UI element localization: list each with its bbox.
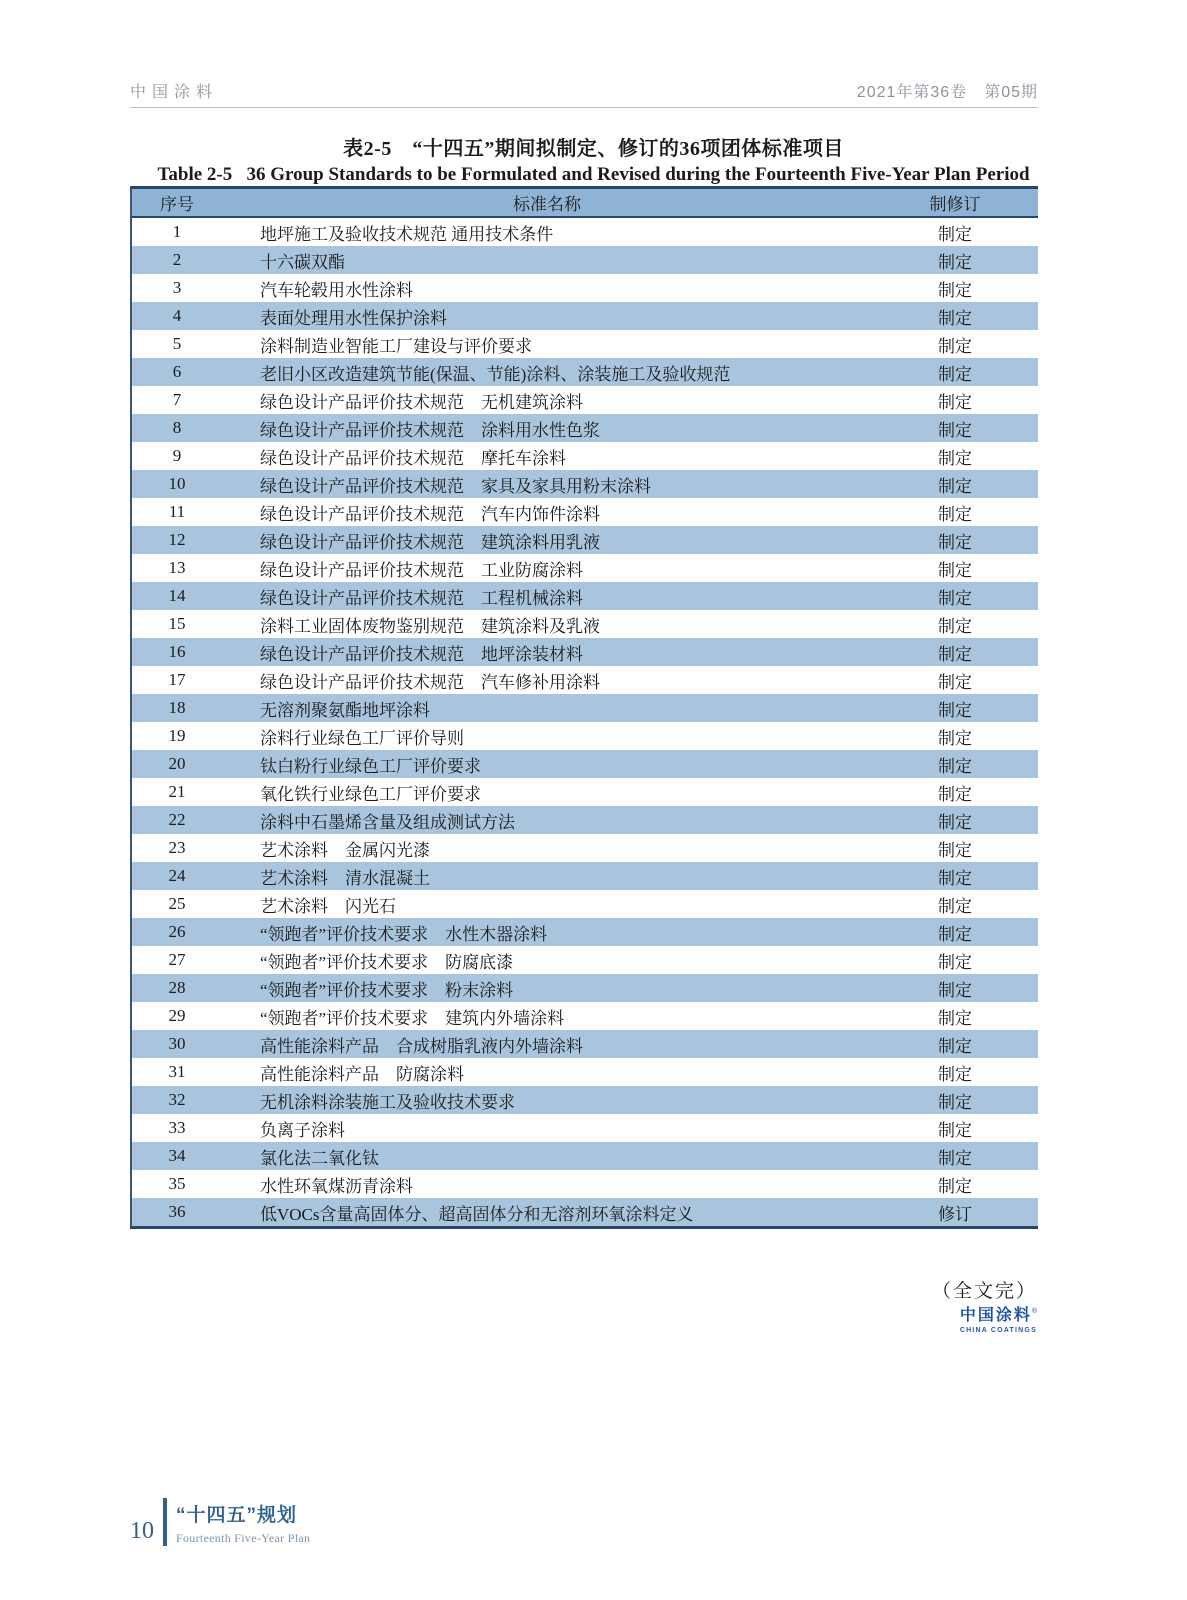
standard-name: 艺术涂料 闪光石 <box>260 896 396 916</box>
row-number: 31 <box>168 1062 186 1081</box>
table-row <box>132 862 1038 890</box>
revision-type: 制定 <box>938 476 972 496</box>
revision-type: 制定 <box>938 756 972 776</box>
table-title-zh: 表2-5 “十四五”期间拟制定、修订的36项团体标准项目 <box>343 138 844 160</box>
footer-divider-bar <box>163 1498 167 1546</box>
row-number: 34 <box>168 1146 186 1165</box>
row-number: 6 <box>172 362 182 381</box>
standard-name: 绿色设计产品评价技术规范 无机建筑涂料 <box>260 392 583 412</box>
row-number: 19 <box>168 726 186 745</box>
journal-brand: 中国涂料 <box>130 84 219 101</box>
row-number: 27 <box>168 950 186 969</box>
table-row <box>132 806 1038 834</box>
standard-name: 涂料工业固体废物鉴别规范 建筑涂料及乳液 <box>260 616 600 636</box>
footer-section <box>176 1498 310 1546</box>
table-row <box>132 750 1038 778</box>
china-coatings-logo <box>960 1308 1037 1334</box>
row-number: 24 <box>168 866 186 885</box>
revision-type: 制定 <box>938 1036 972 1056</box>
revision-type: 制定 <box>938 448 972 468</box>
logo-en: CHINA COATINGS <box>959 1327 1037 1334</box>
standard-name: 无溶剂聚氨酯地坪涂料 <box>260 700 430 720</box>
table-header-row <box>132 189 1038 218</box>
row-number: 18 <box>168 698 186 717</box>
table-row <box>132 1170 1038 1198</box>
revision-type: 制定 <box>938 588 972 608</box>
revision-type: 制定 <box>938 252 972 272</box>
table-row <box>132 918 1038 946</box>
table-row <box>132 666 1038 694</box>
revision-type: 制定 <box>938 700 972 720</box>
standard-name: 高性能涂料产品 合成树脂乳液内外墙涂料 <box>260 1036 583 1056</box>
table-row <box>132 526 1038 554</box>
table-row <box>132 330 1038 358</box>
standard-name: 艺术涂料 清水混凝土 <box>260 868 430 888</box>
standard-name: “领跑者”评价技术要求 建筑内外墙涂料 <box>260 1008 565 1028</box>
standard-name: 绿色设计产品评价技术规范 涂料用水性色浆 <box>260 420 600 440</box>
standard-name: 艺术涂料 金属闪光漆 <box>260 840 430 860</box>
revision-type: 制定 <box>938 420 972 440</box>
revision-type: 制定 <box>938 672 972 692</box>
standard-name: 氯化法二氧化钛 <box>260 1148 379 1168</box>
issue-info: 2021年第36卷 第05期 <box>856 84 1038 101</box>
table-row <box>132 974 1038 1002</box>
standard-name: 绿色设计产品评价技术规范 汽车内饰件涂料 <box>260 504 600 524</box>
standard-name: 无机涂料涂装施工及验收技术要求 <box>260 1092 515 1112</box>
row-number: 23 <box>168 838 186 857</box>
table-title-en: Table 2-5 36 Group Standards to be Formulated and Revised during the Fourteenth Five-Year Plan Period <box>157 164 1030 185</box>
table-row <box>132 834 1038 862</box>
standard-name: 绿色设计产品评价技术规范 摩托车涂料 <box>260 448 566 468</box>
footer-section-en: Fourteenth Five-Year Plan <box>176 1531 311 1545</box>
revision-type: 制定 <box>938 1092 972 1112</box>
revision-type: 制定 <box>938 896 972 916</box>
table-row <box>132 638 1038 666</box>
standard-name: 十六碳双酯 <box>260 252 345 272</box>
revision-type: 制定 <box>938 868 972 888</box>
row-number: 1 <box>172 222 182 241</box>
revision-type: 制定 <box>938 1176 972 1196</box>
standard-name: 水性环氧煤沥青涂料 <box>260 1176 413 1196</box>
revision-type: 制定 <box>938 364 972 384</box>
standard-name: 钛白粉行业绿色工厂评价要求 <box>260 756 481 776</box>
standard-name: 涂料中石墨烯含量及组成测试方法 <box>260 812 515 832</box>
revision-type: 制定 <box>938 392 972 412</box>
standard-name: “领跑者”评价技术要求 粉末涂料 <box>260 980 514 1000</box>
revision-type: 制定 <box>938 308 972 328</box>
standard-name: 高性能涂料产品 防腐涂料 <box>260 1064 464 1084</box>
standard-name: 绿色设计产品评价技术规范 工业防腐涂料 <box>260 560 583 580</box>
revision-type: 制定 <box>938 1120 972 1140</box>
row-number: 25 <box>168 894 186 913</box>
row-number: 35 <box>168 1174 186 1193</box>
table-row <box>132 722 1038 750</box>
row-number: 28 <box>168 978 186 997</box>
row-number: 17 <box>168 670 186 689</box>
page-footer <box>130 1498 310 1546</box>
column-header-number: 序号 <box>160 195 194 214</box>
table-row <box>132 274 1038 302</box>
table-row <box>132 1114 1038 1142</box>
table-row <box>132 414 1038 442</box>
row-number: 30 <box>168 1034 186 1053</box>
table-row <box>132 610 1038 638</box>
row-number: 26 <box>168 922 186 941</box>
table-row <box>132 302 1038 330</box>
row-number: 33 <box>168 1118 186 1137</box>
revision-type: 制定 <box>938 504 972 524</box>
standard-name: 老旧小区改造建筑节能(保温、节能)涂料、涂装施工及验收规范 <box>260 364 731 384</box>
revision-type: 制定 <box>938 952 972 972</box>
revision-type: 制定 <box>938 280 972 300</box>
revision-type: 制定 <box>938 224 972 244</box>
revision-type: 修订 <box>938 1204 972 1224</box>
row-number: 22 <box>168 810 186 829</box>
table-row <box>132 1142 1038 1170</box>
row-number: 9 <box>172 446 182 465</box>
page-number: 10 <box>130 1518 154 1545</box>
table-row <box>132 1198 1038 1226</box>
revision-type: 制定 <box>938 560 972 580</box>
row-number: 36 <box>168 1202 186 1221</box>
row-number: 15 <box>168 614 186 633</box>
row-number: 21 <box>168 782 186 801</box>
standard-name: 绿色设计产品评价技术规范 建筑涂料用乳液 <box>260 532 600 552</box>
table-row <box>132 386 1038 414</box>
table-body <box>132 218 1038 1226</box>
revision-type: 制定 <box>938 616 972 636</box>
row-number: 11 <box>168 502 186 521</box>
standard-name: “领跑者”评价技术要求 水性木器涂料 <box>260 924 548 944</box>
row-number: 13 <box>168 558 186 577</box>
revision-type: 制定 <box>938 812 972 832</box>
standard-name: 绿色设计产品评价技术规范 汽车修补用涂料 <box>260 672 600 692</box>
table-titles <box>0 132 1187 186</box>
revision-type: 制定 <box>938 728 972 748</box>
row-number: 2 <box>172 250 182 269</box>
revision-type: 制定 <box>938 924 972 944</box>
standard-name: 地坪施工及验收技术规范 通用技术条件 <box>260 224 554 244</box>
standard-name: 涂料制造业智能工厂建设与评价要求 <box>260 336 532 356</box>
row-number: 4 <box>172 306 182 325</box>
table-row <box>132 554 1038 582</box>
standard-name: 绿色设计产品评价技术规范 地坪涂装材料 <box>260 644 583 664</box>
revision-type: 制定 <box>938 1064 972 1084</box>
registered-mark-icon: ® <box>1031 1308 1037 1315</box>
standard-name: 汽车轮毂用水性涂料 <box>260 280 413 300</box>
table-row <box>132 246 1038 274</box>
revision-type: 制定 <box>938 784 972 804</box>
table-row <box>132 582 1038 610</box>
table-row <box>132 946 1038 974</box>
logo-zh: 中国涂料 <box>959 1307 1032 1324</box>
row-number: 32 <box>168 1090 186 1109</box>
table-row <box>132 358 1038 386</box>
standard-name: 绿色设计产品评价技术规范 家具及家具用粉末涂料 <box>260 476 651 496</box>
row-number: 14 <box>168 586 186 605</box>
standard-name: “领跑者”评价技术要求 防腐底漆 <box>260 952 514 972</box>
table-row <box>132 1058 1038 1086</box>
standard-name: 负离子涂料 <box>260 1120 345 1140</box>
revision-type: 制定 <box>938 1148 972 1168</box>
table-row <box>132 1086 1038 1114</box>
row-number: 10 <box>168 474 186 493</box>
standard-name: 低VOCs含量高固体分、超高固体分和无溶剂环氧涂料定义 <box>260 1204 694 1224</box>
standard-name: 表面处理用水性保护涂料 <box>260 308 447 328</box>
running-head <box>130 74 1038 108</box>
column-header-revision: 制修订 <box>929 195 981 214</box>
standard-name: 涂料行业绿色工厂评价导则 <box>260 728 464 748</box>
row-number: 29 <box>168 1006 186 1025</box>
revision-type: 制定 <box>938 840 972 860</box>
table-row <box>132 1002 1038 1030</box>
row-number: 8 <box>172 418 182 437</box>
revision-type: 制定 <box>938 336 972 356</box>
footer-section-zh: “十四五”规划 <box>176 1505 298 1526</box>
standards-table <box>130 186 1038 1229</box>
row-number: 20 <box>168 754 186 773</box>
row-number: 12 <box>168 530 186 549</box>
logo-zh-line <box>960 1308 1037 1324</box>
closing-note: （全文完） <box>931 1281 1037 1302</box>
table-row <box>132 442 1038 470</box>
column-header-name: 标准名称 <box>513 195 581 214</box>
table-row <box>132 470 1038 498</box>
table-row <box>132 218 1038 246</box>
table-row <box>132 778 1038 806</box>
revision-type: 制定 <box>938 532 972 552</box>
table-row <box>132 1030 1038 1058</box>
revision-type: 制定 <box>938 644 972 664</box>
table-row <box>132 890 1038 918</box>
row-number: 3 <box>172 278 182 297</box>
standard-name: 绿色设计产品评价技术规范 工程机械涂料 <box>260 588 583 608</box>
revision-type: 制定 <box>938 980 972 1000</box>
standard-name: 氧化铁行业绿色工厂评价要求 <box>260 784 481 804</box>
row-number: 7 <box>172 390 182 409</box>
table-row <box>132 694 1038 722</box>
row-number: 5 <box>172 334 182 353</box>
row-number: 16 <box>168 642 186 661</box>
revision-type: 制定 <box>938 1008 972 1028</box>
table-row <box>132 498 1038 526</box>
